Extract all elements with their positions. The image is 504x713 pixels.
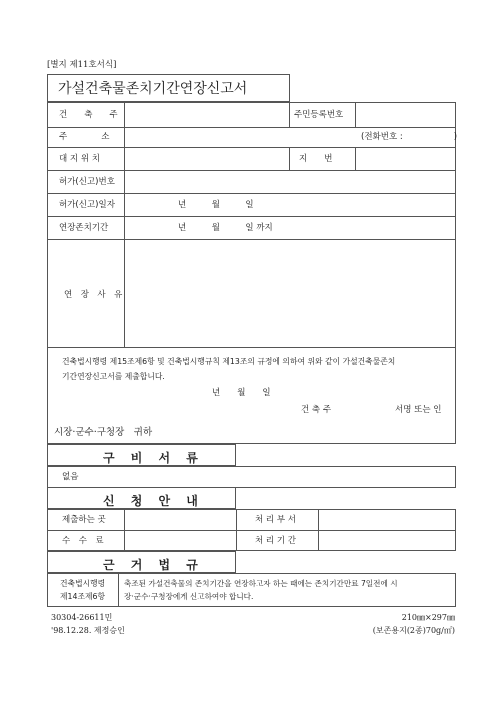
reason-label: 연 장 사 유	[64, 290, 123, 300]
legal-title: 근 거 법 규	[103, 558, 204, 572]
permit-no-field[interactable]	[125, 171, 455, 192]
lot-no-label: 지 번	[299, 154, 333, 164]
owner-label: 건 축 주	[59, 110, 118, 120]
permit-no-label: 허가(신고)번호	[59, 177, 115, 187]
footer-approved: '98.12.28. 제정승인	[51, 626, 125, 635]
address-field[interactable]	[125, 128, 355, 146]
footer-paper: (보존용지(2종)70g/㎡)	[372, 626, 455, 635]
documents-row	[47, 466, 456, 488]
footer-size: 210㎜×297㎜	[401, 613, 455, 622]
lot-no-field[interactable]	[356, 148, 455, 169]
resident-no-label: 주민등록번호	[294, 110, 344, 120]
department-field[interactable]	[319, 510, 455, 529]
extension-period-value[interactable]: 년 월 일 까지	[178, 223, 273, 233]
legal-basis-line1: 건축법시행령	[60, 579, 106, 588]
documents-title: 구 비 서 류	[103, 451, 204, 465]
reason-field[interactable]	[125, 240, 455, 346]
legal-text-line2: 장·군수·구청장에게 신고하여야 합니다.	[124, 592, 254, 601]
permit-date-value[interactable]: 년 월 일	[178, 200, 254, 210]
phone-label: (전화번호 : )	[361, 132, 458, 142]
fee-label: 수 수 료	[62, 536, 104, 546]
documents-value: 없음	[62, 472, 79, 482]
declaration-line1: 건축법시행령 제15조제6항 및 건축법시행규칙 제13조의 규정에 의하여 위와 같이 가설건축물존치	[62, 357, 396, 366]
form-title: 가설건축물존치기간연장신고서	[47, 74, 290, 102]
legal-basis-line2: 제14조제6항	[60, 592, 106, 601]
department-label: 처 리 부 서	[255, 515, 296, 525]
period-label: 처 리 기 간	[255, 536, 296, 546]
guide-title: 신 청 안 내	[103, 494, 204, 508]
address-label: 주 소	[59, 132, 110, 142]
owner-field[interactable]	[125, 103, 288, 126]
signature-label: 서명 또는 인	[395, 405, 442, 415]
submit-to-label: 제출하는 곳	[62, 515, 106, 525]
fee-field[interactable]	[125, 531, 235, 550]
form-number: [별지 제11호서식]	[47, 60, 117, 70]
resident-no-field[interactable]	[356, 103, 455, 126]
period-field[interactable]	[319, 531, 455, 550]
permit-date-label: 허가(신고)일자	[59, 200, 115, 210]
submit-to-field[interactable]	[125, 510, 235, 529]
recipient: 시장·군수·구청장 귀하	[54, 427, 153, 438]
applicant-label: 건 축 주	[301, 405, 332, 415]
declaration-line2: 기간연장신고서를 제출합니다.	[62, 372, 165, 381]
declaration-date: 년 월 일	[212, 388, 271, 398]
footer-code: 30304-26611민	[51, 613, 113, 622]
extension-period-label: 연장존치기간	[59, 223, 109, 233]
legal-text-line1: 축조된 가설건축물의 존치기간을 연장하고자 하는 때에는 존치기간만료 7일전에 시	[124, 579, 398, 588]
land-location-label: 대 지 위 치	[59, 154, 100, 164]
land-location-field[interactable]	[125, 148, 288, 169]
